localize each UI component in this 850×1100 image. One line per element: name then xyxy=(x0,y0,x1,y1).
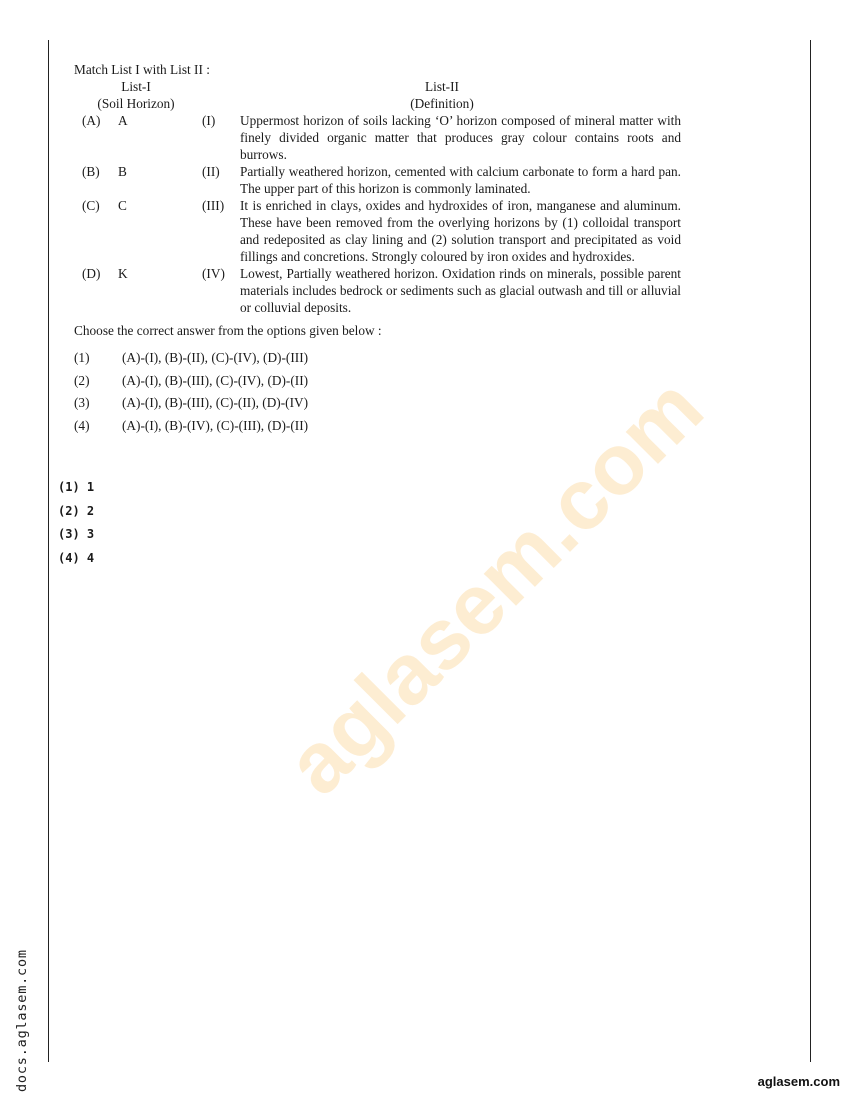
row-label: (C) xyxy=(82,198,100,213)
row-label: (D) xyxy=(82,266,101,281)
list2-title: List-II xyxy=(425,79,459,94)
side-url: docs.aglasem.com xyxy=(14,949,30,1092)
row-label: (B) xyxy=(82,164,100,179)
option-number: (4) xyxy=(74,417,90,433)
list-headers xyxy=(74,78,684,112)
question-instruction: Match List I with List II : xyxy=(74,62,210,77)
row-item: A xyxy=(118,113,128,128)
option-text: (A)-(I), (B)-(III), (C)-(II), (D)-(IV) xyxy=(122,395,309,410)
row-roman: (IV) xyxy=(202,266,225,281)
row-definition: Partially weathered horizon, cemented with calcium carbonate to form a hard pan. The upper part of this horizon is commonly laminated. xyxy=(240,164,681,196)
row-label: (A) xyxy=(82,113,101,128)
row-item: B xyxy=(118,164,127,179)
answer-choices xyxy=(58,479,94,573)
answer-choice[interactable]: (3) 3 xyxy=(58,527,95,541)
option-item[interactable] xyxy=(74,417,684,440)
match-row xyxy=(74,163,684,197)
option-text: (A)-(I), (B)-(III), (C)-(IV), (D)-(II) xyxy=(122,372,309,388)
list2-subtitle: (Definition) xyxy=(410,96,474,111)
list1-subtitle: (Soil Horizon) xyxy=(97,96,175,111)
left-margin-rule xyxy=(48,40,49,1062)
list1-title: List-I xyxy=(121,79,151,94)
option-list xyxy=(74,349,684,439)
option-item[interactable] xyxy=(74,349,684,372)
answer-choice[interactable]: (4) 4 xyxy=(58,550,95,565)
list1-header xyxy=(86,78,186,112)
choose-instruction: Choose the correct answer from the options given below : xyxy=(74,323,382,338)
option-text: (A)-(I), (B)-(II), (C)-(IV), (D)-(III) xyxy=(122,350,309,365)
list2-header xyxy=(386,78,498,112)
footer-brand[interactable]: aglasem.com xyxy=(757,1074,840,1089)
row-item: K xyxy=(118,266,128,281)
row-roman: (I) xyxy=(202,113,216,128)
answer-choice[interactable]: (1) 1 xyxy=(58,480,95,494)
option-item[interactable] xyxy=(74,372,684,395)
row-roman: (III) xyxy=(202,198,225,213)
answer-choice[interactable]: (2) 2 xyxy=(58,503,95,518)
question-body xyxy=(74,61,684,439)
option-number: (1) xyxy=(74,350,90,365)
row-item: C xyxy=(118,198,127,213)
row-definition: Lowest, Partially weathered horizon. Oxidation rinds on minerals, possible parent materials includes bedrock or sediments such as glacial outwash and till or alluvial or colluvial deposits. xyxy=(240,266,681,315)
option-number: (3) xyxy=(74,395,90,410)
row-definition: Uppermost horizon of soils lacking ‘O’ horizon composed of mineral matter with finely divided organic matter that produces gray colour contains roots and burrows. xyxy=(240,113,681,162)
option-number: (2) xyxy=(74,372,90,388)
option-item[interactable] xyxy=(74,394,684,417)
match-row xyxy=(74,112,684,163)
row-roman: (II) xyxy=(202,164,220,179)
match-row xyxy=(74,197,684,265)
match-row xyxy=(74,265,684,316)
right-margin-rule xyxy=(810,40,811,1062)
option-text: (A)-(I), (B)-(IV), (C)-(III), (D)-(II) xyxy=(122,417,309,433)
watermark: aglasem.com xyxy=(267,359,722,813)
row-definition: It is enriched in clays, oxides and hydroxides of iron, manganese and aluminum. These have been removed from the overlying horizons by (1) colloidal transport and redeposited as clay lining and (2) solution transport and precipitated as void fillings and concretions. Strongly coloured by iron oxides and hydroxides. xyxy=(240,198,681,264)
